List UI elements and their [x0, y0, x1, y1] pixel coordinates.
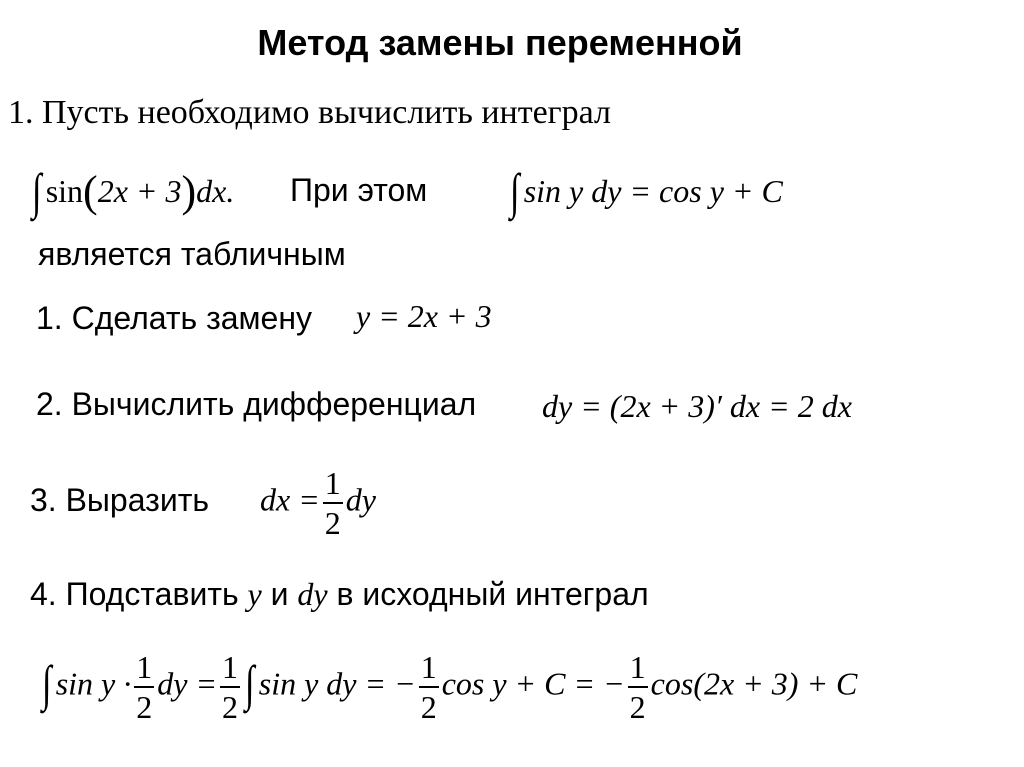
step-1-label: 1. Сделать замену: [36, 300, 313, 336]
intro-line-3: является табличным: [38, 236, 346, 272]
fraction: $\frac{1}{2}$: [420, 649, 437, 725]
final-formula: ∫ sin y · $\frac{1}{2}$ dy = $\frac{1}{2}$ ∫ sin y dy = − $\frac{1}{2}$ cos y + C = − $\frac{1}{2}$ cos(2x + 3) + C: [42, 649, 858, 725]
integral-sign: ∫: [510, 163, 520, 219]
differential-formula: dy = (2x + 3)′ dx = 2 dx: [542, 388, 852, 424]
step-4-label: 4. Подставить y и dy в исходный интеграл: [30, 576, 649, 612]
at-this-label: При этом: [290, 172, 428, 208]
integral-tail: dx.: [196, 173, 235, 209]
step-1-formula: [356, 298, 492, 335]
integral-func: sin: [45, 173, 84, 209]
integral-arg: 2x + 3: [97, 173, 182, 209]
substitution-formula: y = 2x + 3: [356, 298, 492, 334]
fraction: $\frac{1}{2}$: [136, 649, 153, 725]
integral-expression: ∫ sin(2x + 3)dx.: [32, 163, 235, 219]
table-integral: [508, 162, 783, 220]
step-3-formula: [260, 464, 376, 542]
integral-sign: ∫: [32, 163, 42, 219]
integral-sign: ∫: [245, 655, 255, 712]
fraction: $\frac{1}{2}$: [629, 649, 646, 725]
step-3-label: 3. Выразить: [30, 482, 210, 518]
table-expr: sin y dy = cos y + C: [523, 173, 783, 209]
fraction: $\frac{1}{2}$: [324, 465, 341, 541]
fraction: $\frac{1}{2}$: [222, 649, 239, 725]
intro-line-1: 1. Пусть необходимо вычислить интеграл: [8, 94, 611, 131]
integral-sign: ∫: [42, 655, 52, 712]
step-2-formula: [542, 388, 852, 425]
express-rhs: dy: [345, 481, 376, 518]
step-2-label: 2. Вычислить дифференциал: [36, 386, 477, 422]
page-title: Метод замены переменной: [257, 22, 743, 63]
express-lhs: dx =: [260, 481, 320, 518]
